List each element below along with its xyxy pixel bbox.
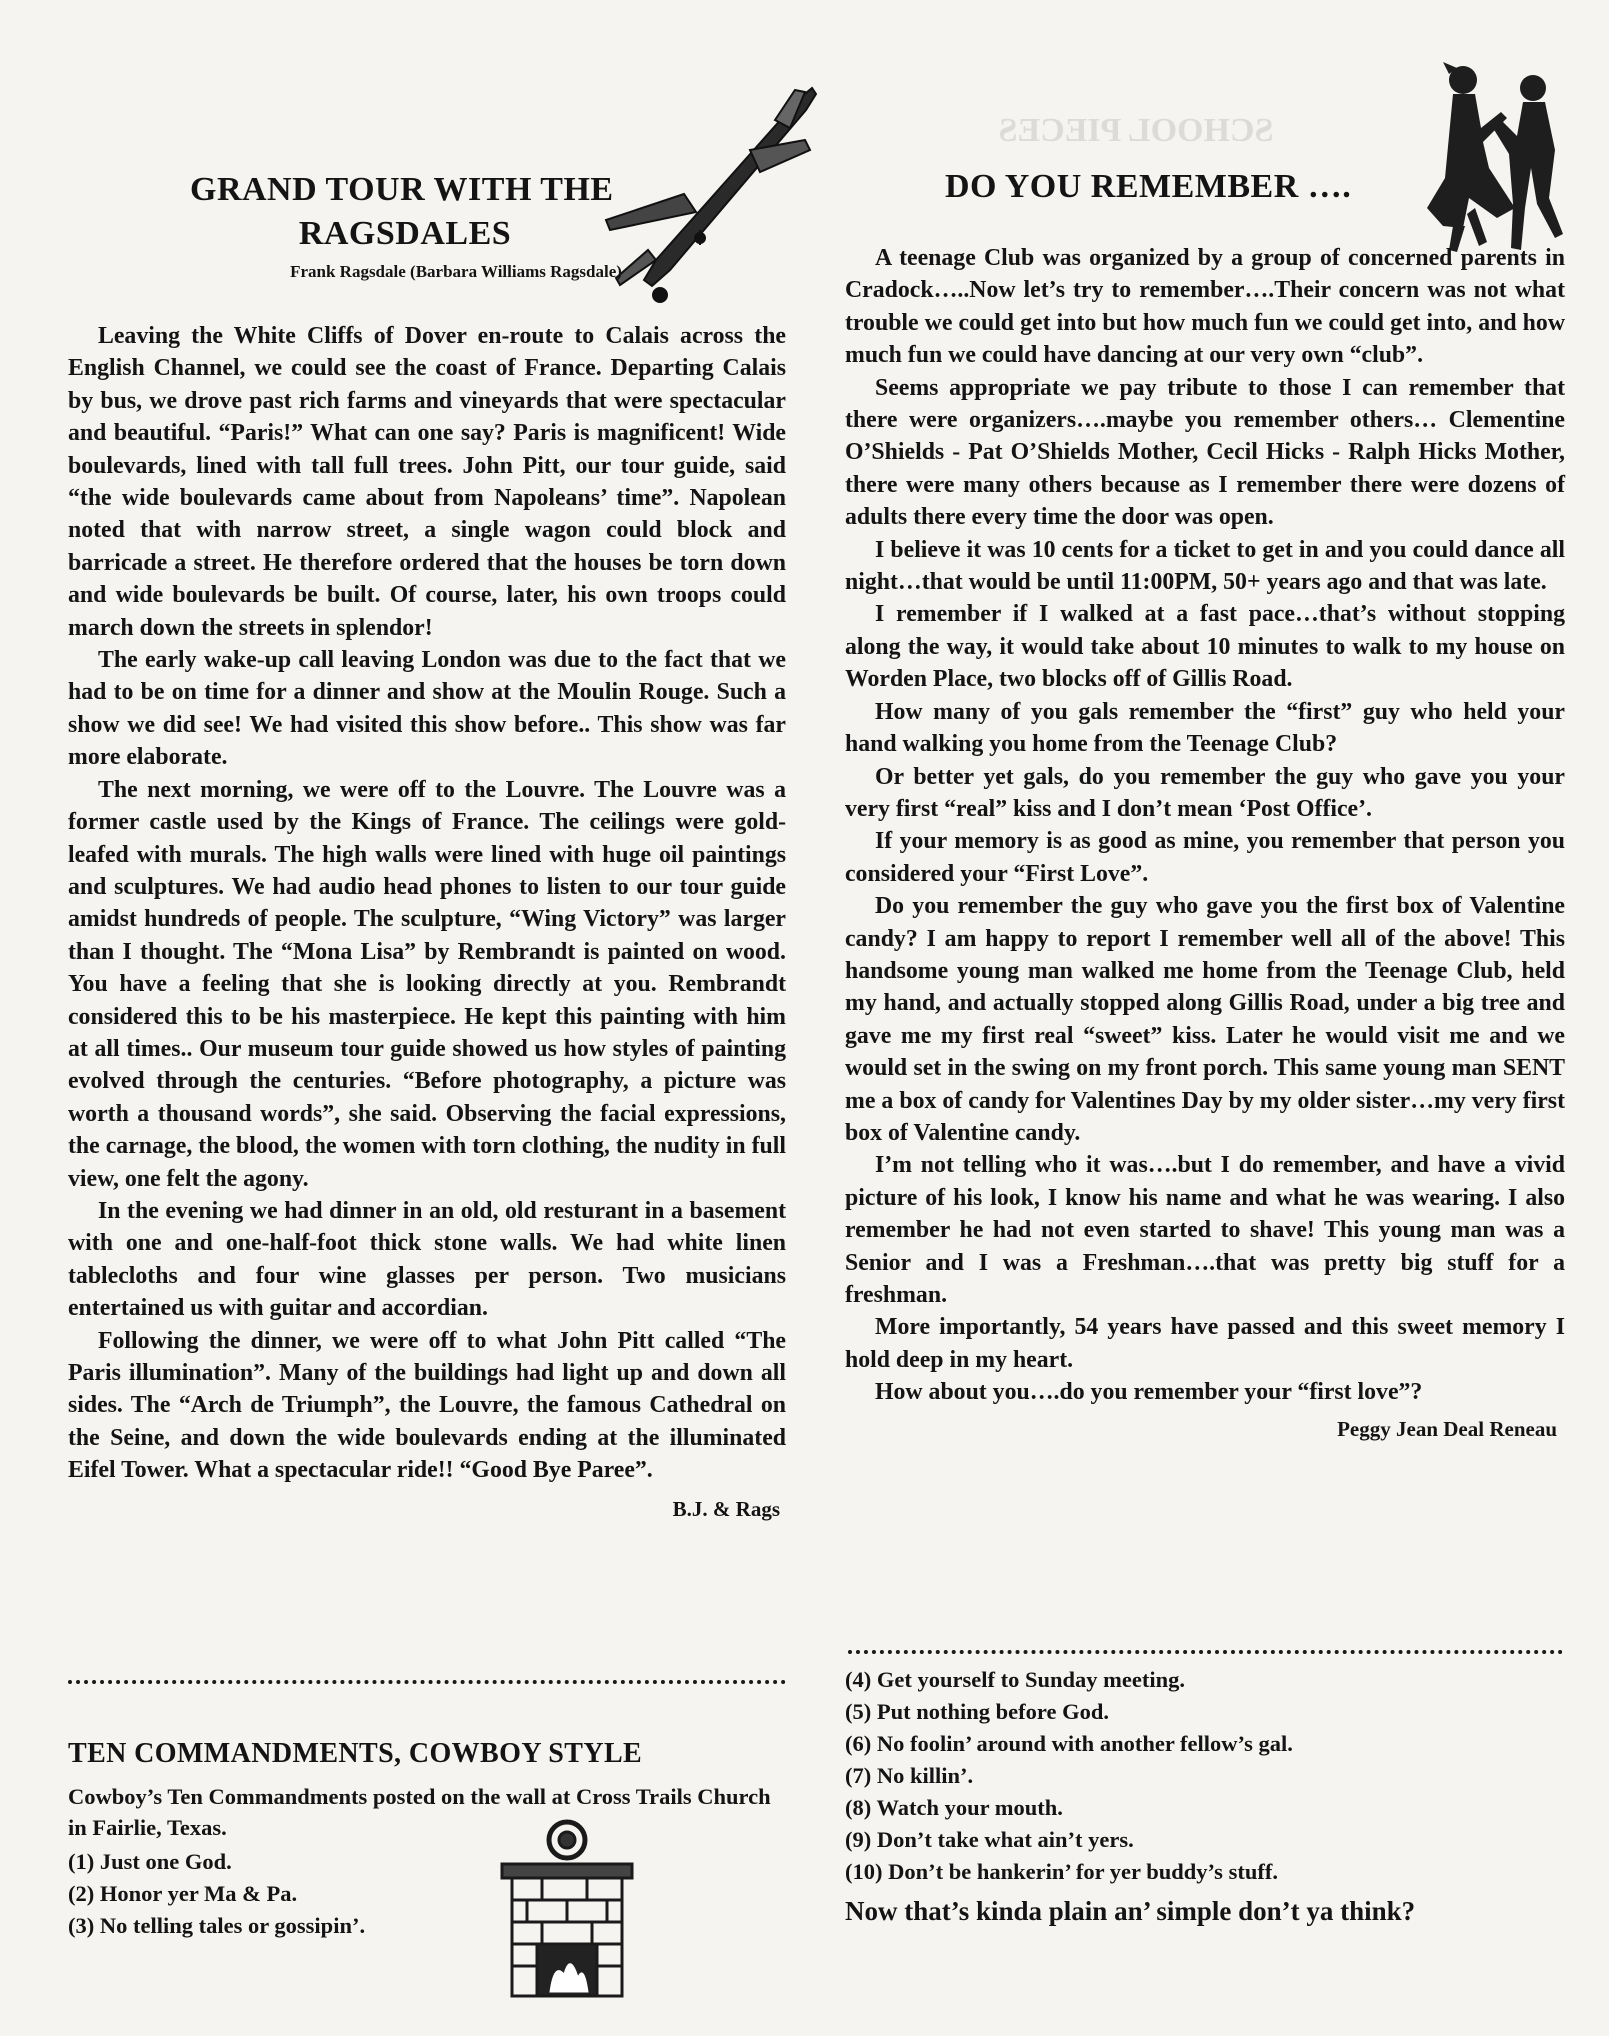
commandment-item: (5) Put nothing before God. [845,1699,1109,1724]
article-paragraph: More importantly, 54 years have passed and this sweet memory I hold deep in my heart. [845,1314,1565,1373]
commandments-closing-line: Now that’s kinda plain an’ simple don’t ya think? [845,1896,1416,1926]
section-divider [68,1680,786,1684]
commandment-item: (4) Get yourself to Sunday meeting. [845,1667,1185,1692]
dancing-couple-icon [1405,58,1585,258]
do-you-remember-title: DO YOU REMEMBER …. [945,168,1352,205]
commandment-item: (2) Honor yer Ma & Pa. [68,1881,298,1906]
commandments-list-part2 [845,1664,1565,1928]
article-paragraph: I remember if I walked at a fast pace…that’s without stopping along the way, it would take about 10 minutes to walk to my house on Worden Place, two blocks off of Gillis Road. [845,601,1565,693]
commandment-item: (8) Watch your mouth. [845,1795,1063,1820]
commandment-item: (9) Don’t take what ain’t yers. [845,1827,1134,1852]
article-paragraph: Do you remember the guy who gave you the first box of Valentine candy? I am happy to report I remember well all of the above! This handsome young man walked me home from the Teenage Club, held my hand, and actually stopped along Gillis Road, under a big tree and gave me my first real “sweet” kiss. Later he would visit me and we would set in the swing on my front porch. This same young man SENT me a box of candy for Valentines Day by my older sister…my very first box of Valentine candy. [845,893,1565,1146]
do-you-remember-article [845,242,1565,1445]
ten-commandments-intro: Cowboy’s Ten Commandments posted on the wall at Cross Trails Church in Fairlie, Texas. [68,1784,771,1840]
article-paragraph: The next morning, we were off to the Louvre. The Louvre was a former castle used by the Kings of France. The ceilings were gold-leafed with murals. The high walls were lined with huge oil paintings and sculptures. We had audio head phones to listen to our tour guide amidst hundreds of people. The sculpture, “Wing Victory” was larger than I thought. The “Mona Lisa” by Rembrandt is painted on wood. You have a feeling that she is looking directly at you. Rembrandt considered this to be his masterpiece. He kept this painting with him at all times.. Our museum tour guide showed us how styles of painting evolved through the centuries. “Before photography, a picture was worth a thousand words”, she said. Observing the facial expressions, the carnage, the blood, the women with torn clothing, the nudity in full view, one felt the agony. [68,776,786,1192]
article-paragraph: How about you….do you remember your “first love”? [875,1379,1423,1406]
article-paragraph: A teenage Club was organized by a group of concerned parents in Cradock…..Now let’s try to remember….Their concern was not what trouble we could get into but how much fun we could get into, and how much fun we could have dancing at our very own “club”. [845,245,1565,369]
article-paragraph: Leaving the White Cliffs of Dover en-route to Calais across the English Channel, we could see the coast of France. Departing Calais by bus, we drove past rich farms and vineyards that were spectacular and beautiful. “Paris!” What can one say? Paris is magnificent! Wide boulevards, lined with tall full trees. John Pitt, our tour guide, said “the wide boulevards came about from Napoleans’ time”. Napolean noted that with narrow street, a single wagon could block and barricade a street. He therefore ordered that the houses be torn down and wide boulevards be built. Of course, later, his own troops could march down the streets in splendor! [68,323,786,641]
do-you-remember-signature: Peggy Jean Deal Reneau [1337,1416,1557,1441]
fireplace-icon [492,1812,642,2002]
article-paragraph: The early wake-up call leaving London was due to the fact that we had to be on time for a dinner and show at the Moulin Rouge. Such a show we did see! We had visited this show before.. This show was far more elaborate. [68,647,786,771]
grand-tour-byline: Frank Ragsdale (Barbara Williams Ragsdale) [290,262,622,281]
article-paragraph: I’m not telling who it was….but I do remember, and have a vivid picture of his look, I know his name and what he was wearing. I also remember he had not even started to shave! This young man was a Senior and I was a Freshman….that was pretty big stuff for a freshman. [845,1152,1565,1308]
grand-tour-article [68,320,786,1525]
bleed-through-heading: SCHOOL PIECES [998,112,1274,149]
grand-tour-title-line1: GRAND TOUR WITH THE [190,171,614,208]
article-paragraph: Following the dinner, we were off to what John Pitt called “The Paris illumination”. Many of the buildings had light up and down all sides. The “Arch de Triumph”, the Louvre, the famous Cathedral on the Seine, and down the wide boulevards ending at the illuminated Eifel Tower. What a spectacular ride!! “Good Bye Paree”. [68,1327,786,1484]
commandment-item: (6) No foolin’ around with another fellow’s gal. [845,1731,1293,1756]
grand-tour-title-line2: RAGSDALES [298,215,512,252]
commandment-item: (3) No telling tales or gossipin’. [68,1913,366,1938]
article-paragraph: Seems appropriate we pay tribute to those I can remember that there were organizers….maybe you remember others… Clementine O’Shields - Pat O’Shields Mother, Cecil Hicks - Ralph Hicks Mother, there were many others because as I remember there were dozens of adults there every time the door was open. [845,374,1565,531]
commandment-item: (1) Just one God. [68,1849,232,1874]
grand-tour-signature: B.J. & Rags [672,1496,780,1521]
section-divider [848,1650,1563,1654]
article-paragraph: If your memory is as good as mine, you remember that person you considered your “First Love”. [845,828,1565,887]
article-paragraph: I believe it was 10 cents for a ticket to get in and you could dance all night…that would be until 11:00PM, 50+ years ago and that was late. [845,536,1565,596]
commandments-list-part1 [68,1846,498,1942]
ten-commandments-title: TEN COMMANDMENTS, COWBOY STYLE [68,1738,643,1769]
commandment-item: (7) No killin’. [845,1763,974,1788]
article-paragraph: Or better yet gals, do you remember the guy who gave you your very first “real” kiss and I don’t mean ‘Post Office’. [845,763,1565,822]
article-paragraph: How many of you gals remember the “first” guy who held your hand walking you home from the Teenage Club? [845,698,1565,758]
article-paragraph: In the evening we had dinner in an old, old resturant in a basement with one and one-half-foot thick stone walls. We had white linen tablecloths and four wine glasses per person. Two musicians entertained us with guitar and accordian. [68,1197,786,1322]
commandment-item: (10) Don’t be hankerin’ for yer buddy’s stuff. [845,1859,1278,1884]
